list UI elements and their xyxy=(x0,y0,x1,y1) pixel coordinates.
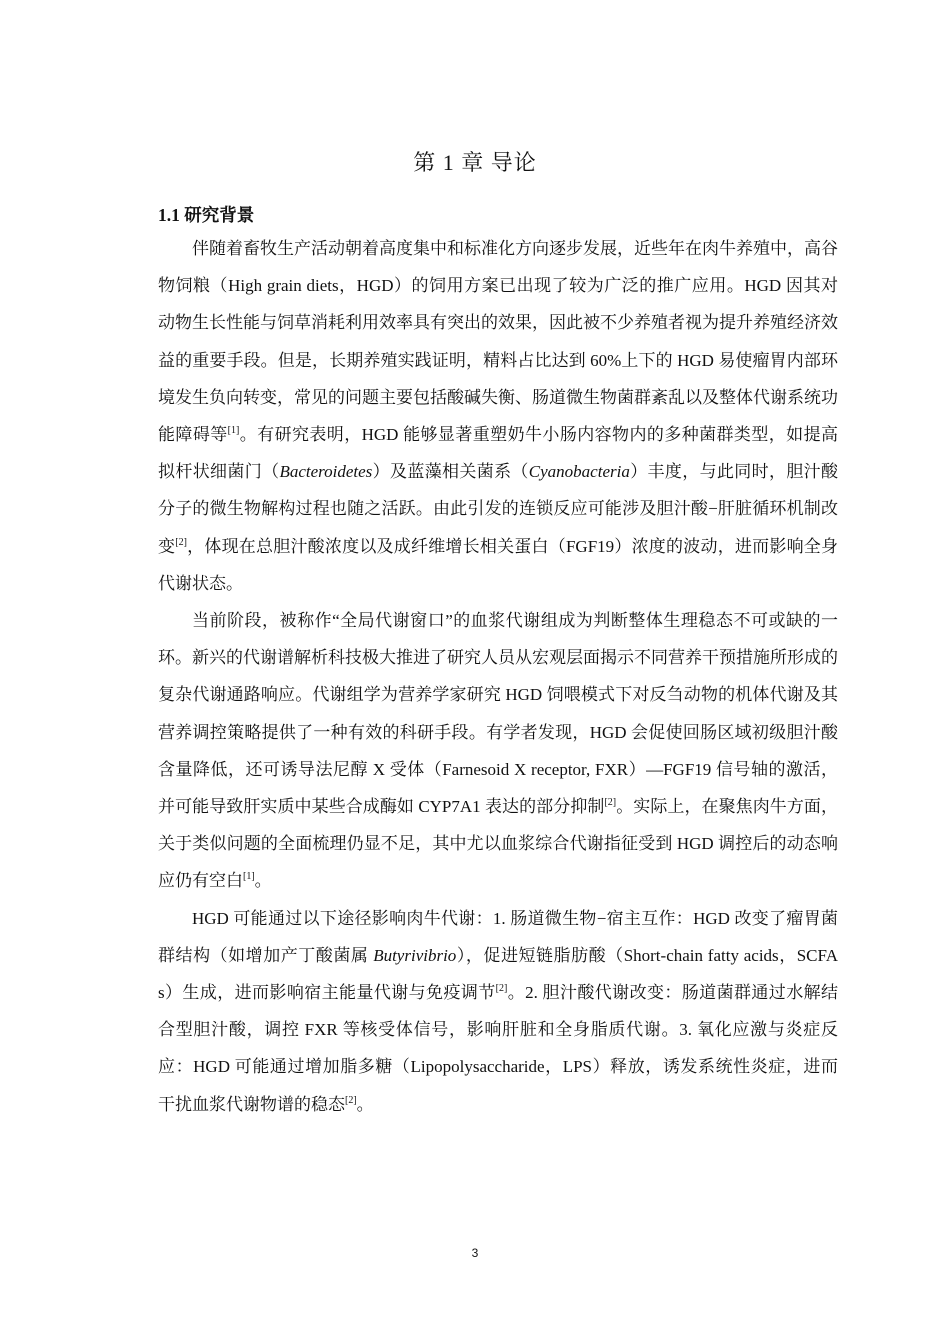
section-title: 1.1 研究背景 xyxy=(158,205,255,225)
citation-ref: [2] xyxy=(495,983,508,995)
body-text xyxy=(158,230,838,1123)
text-run: ）丰度，与此同时，胆汁酸分子的微生物解构过程也随之活跃。由此引发的连锁反应可能涉及胆汁酸−肝脏循环机制改变 xyxy=(158,462,839,556)
text-run: 。实际上，在聚焦肉牛方面，关于类似问题的全面梳理仍显不足，其中尤以血浆综合代谢指征受到 HGD 调控后的动态响应仍有空白 xyxy=(158,797,838,891)
text-run: 。2. 胆汁酸代谢改变：肠道菌群通过水解结合型胆汁酸，调控 FXR 等核受体信号，影响肝脏和全身脂质代谢。3. 氧化应激与炎症反应：HGD 可能通过增加脂多糖（Lipopolysaccharide，LPS）释放，诱发系统性炎症，进而干扰血浆代谢物谱的稳态 xyxy=(158,983,838,1114)
taxon-name: Cyanobacteria xyxy=(528,462,630,482)
paragraph-3 xyxy=(158,900,838,1123)
text-run: ，体现在总胆汁酸浓度以及成纤维增长相关蛋白（FGF19）浓度的波动，进而影响全身代谢状态。 xyxy=(158,536,839,593)
text-run: 伴随着畜牧生产活动朝着高度集中和标准化方向逐步发展，近些年在肉牛养殖中，高谷物饲粮（High grain diets，HGD）的饲用方案已出现了较为广泛的推广应用。HGD 因其对动物生长性能与饲草消耗利用效率具有突出的效果，因此被不少养殖者视为提升养殖经济效益的重要手段。但是，长期养殖实践证明，精料占比达到 60%上下的 HGD 易使瘤胃内部环境发生负向转变，常见的问题主要包括酸碱失衡、肠道微生物菌群紊乱以及整体代谢系统功能障碍等 xyxy=(158,239,838,445)
citation-ref: [2] xyxy=(345,1094,357,1106)
text-run: 。有研究表明，HGD 能够显著重塑奶牛小肠内容物内的多种菌群类型，如提高拟杆状细菌门（ xyxy=(158,425,838,482)
citation-ref: [2] xyxy=(175,536,187,548)
text-run: 。 xyxy=(356,1094,374,1114)
page-number: 3 xyxy=(471,1246,479,1260)
text-run: ），促进短链脂肪酸（Short-chain fatty acids，SCFAs）生成，进而影响宿主能量代谢与免疫调节 xyxy=(158,945,838,1003)
taxon-name: Butyrivibrio xyxy=(373,945,457,965)
text-run: 。 xyxy=(254,871,272,891)
text-run: 当前阶段，被称作“全局代谢窗口”的血浆代谢组成为判断整体生理稳态不可或缺的一环。新兴的代谢谱解析科技极大推进了研究人员从宏观层面揭示不同营养干预措施所形成的复杂代谢通路响应。代谢组学为营养学家研究 HGD 饲喂模式下对反刍动物的机体代谢及其营养调控策略提供了一种有效的科研手段。有学者发现，HGD 会促使回肠区域初级胆汁酸含量降低，还可诱导法尼醇 X 受体（Farnesoid X receptor, FXR）—FGF19 信号轴的激活，并可能导致肝实质中某些合成酶如 CYP7A1 表达的部分抑制 xyxy=(158,611,838,817)
paragraph-2 xyxy=(158,602,838,900)
taxon-name: Bacteroidetes xyxy=(279,462,373,482)
citation-ref: [2] xyxy=(604,797,617,809)
citation-ref: [1] xyxy=(227,425,240,437)
citation-ref: [1] xyxy=(243,871,255,883)
chapter-title: 第 1 章 导论 xyxy=(413,150,537,175)
text-run: ）及蓝藻相关菌系（ xyxy=(372,462,529,482)
paragraph-1 xyxy=(158,230,838,602)
text-run: HGD 可能通过以下途径影响肉牛代谢：1. 肠道微生物−宿主互作：HGD 改变了瘤胃菌群结构（如增加产丁酸菌属 xyxy=(158,908,838,965)
